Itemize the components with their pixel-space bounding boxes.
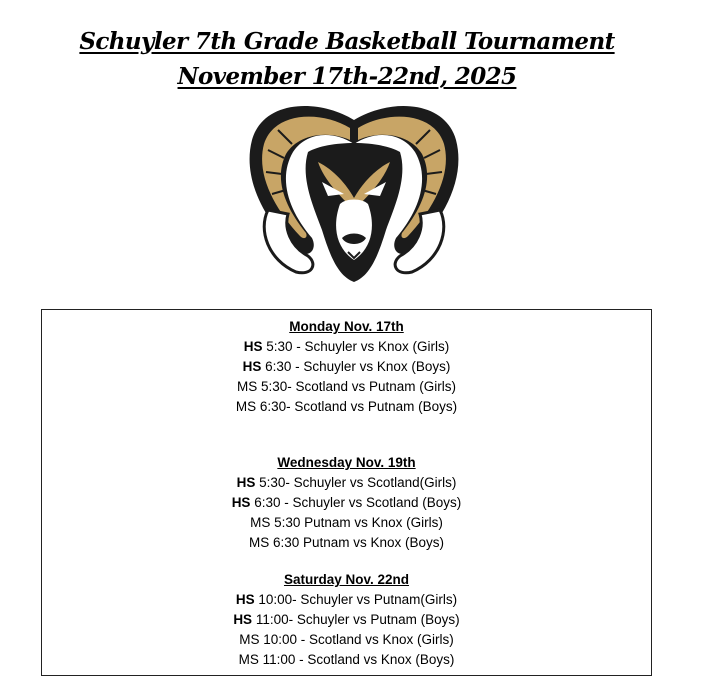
day-title: Saturday Nov. 22nd [283,572,410,587]
ram-head-logo [238,100,470,286]
game-text: MS 5:30- Scotland vs Putnam (Girls) [236,379,457,394]
game-line [42,533,651,553]
day-title: Monday Nov. 17th [289,319,404,334]
game-text: MS 11:00 - Scotland vs Knox (Boys) [238,652,455,667]
level-label: HS [243,339,263,354]
day-block [42,570,651,670]
game-line [42,610,651,630]
game-text: 6:30 - Schuyler vs Knox (Boys) [261,359,451,374]
day-block [42,317,651,417]
game-text: 5:30 - Schuyler vs Knox (Girls) [262,339,450,354]
tournament-title: Schuyler 7th Grade Basketball Tournament [79,28,615,55]
game-line [42,630,651,650]
tournament-dates: November 17th-22nd, 2025 [177,63,517,90]
game-text: 6:30 - Schuyler vs Scotland (Boys) [250,495,462,510]
game-line [42,357,651,377]
day-block [42,453,651,553]
level-label: HS [233,612,253,627]
game-line [42,473,651,493]
level-label: HS [235,592,255,607]
game-text: 11:00- Schuyler vs Putnam (Boys) [252,612,460,627]
level-label: HS [236,475,256,490]
game-line [42,397,651,417]
game-line [42,493,651,513]
level-label: HS [231,495,251,510]
game-line [42,650,651,670]
level-label: HS [242,359,262,374]
game-line [42,513,651,533]
day-title: Wednesday Nov. 19th [277,455,416,470]
game-text: MS 6:30- Scotland vs Putnam (Boys) [235,399,458,414]
game-text: MS 6:30 Putnam vs Knox (Boys) [248,535,445,550]
game-line [42,377,651,397]
game-line [42,337,651,357]
schedule-box [41,309,652,676]
game-text: 10:00- Schuyler vs Putnam(Girls) [254,592,458,607]
game-text: MS 10:00 - Scotland vs Knox (Girls) [239,632,454,647]
game-text: 5:30- Schuyler vs Scotland(Girls) [255,475,457,490]
game-line [42,590,651,610]
game-text: MS 5:30 Putnam vs Knox (Girls) [250,515,443,530]
